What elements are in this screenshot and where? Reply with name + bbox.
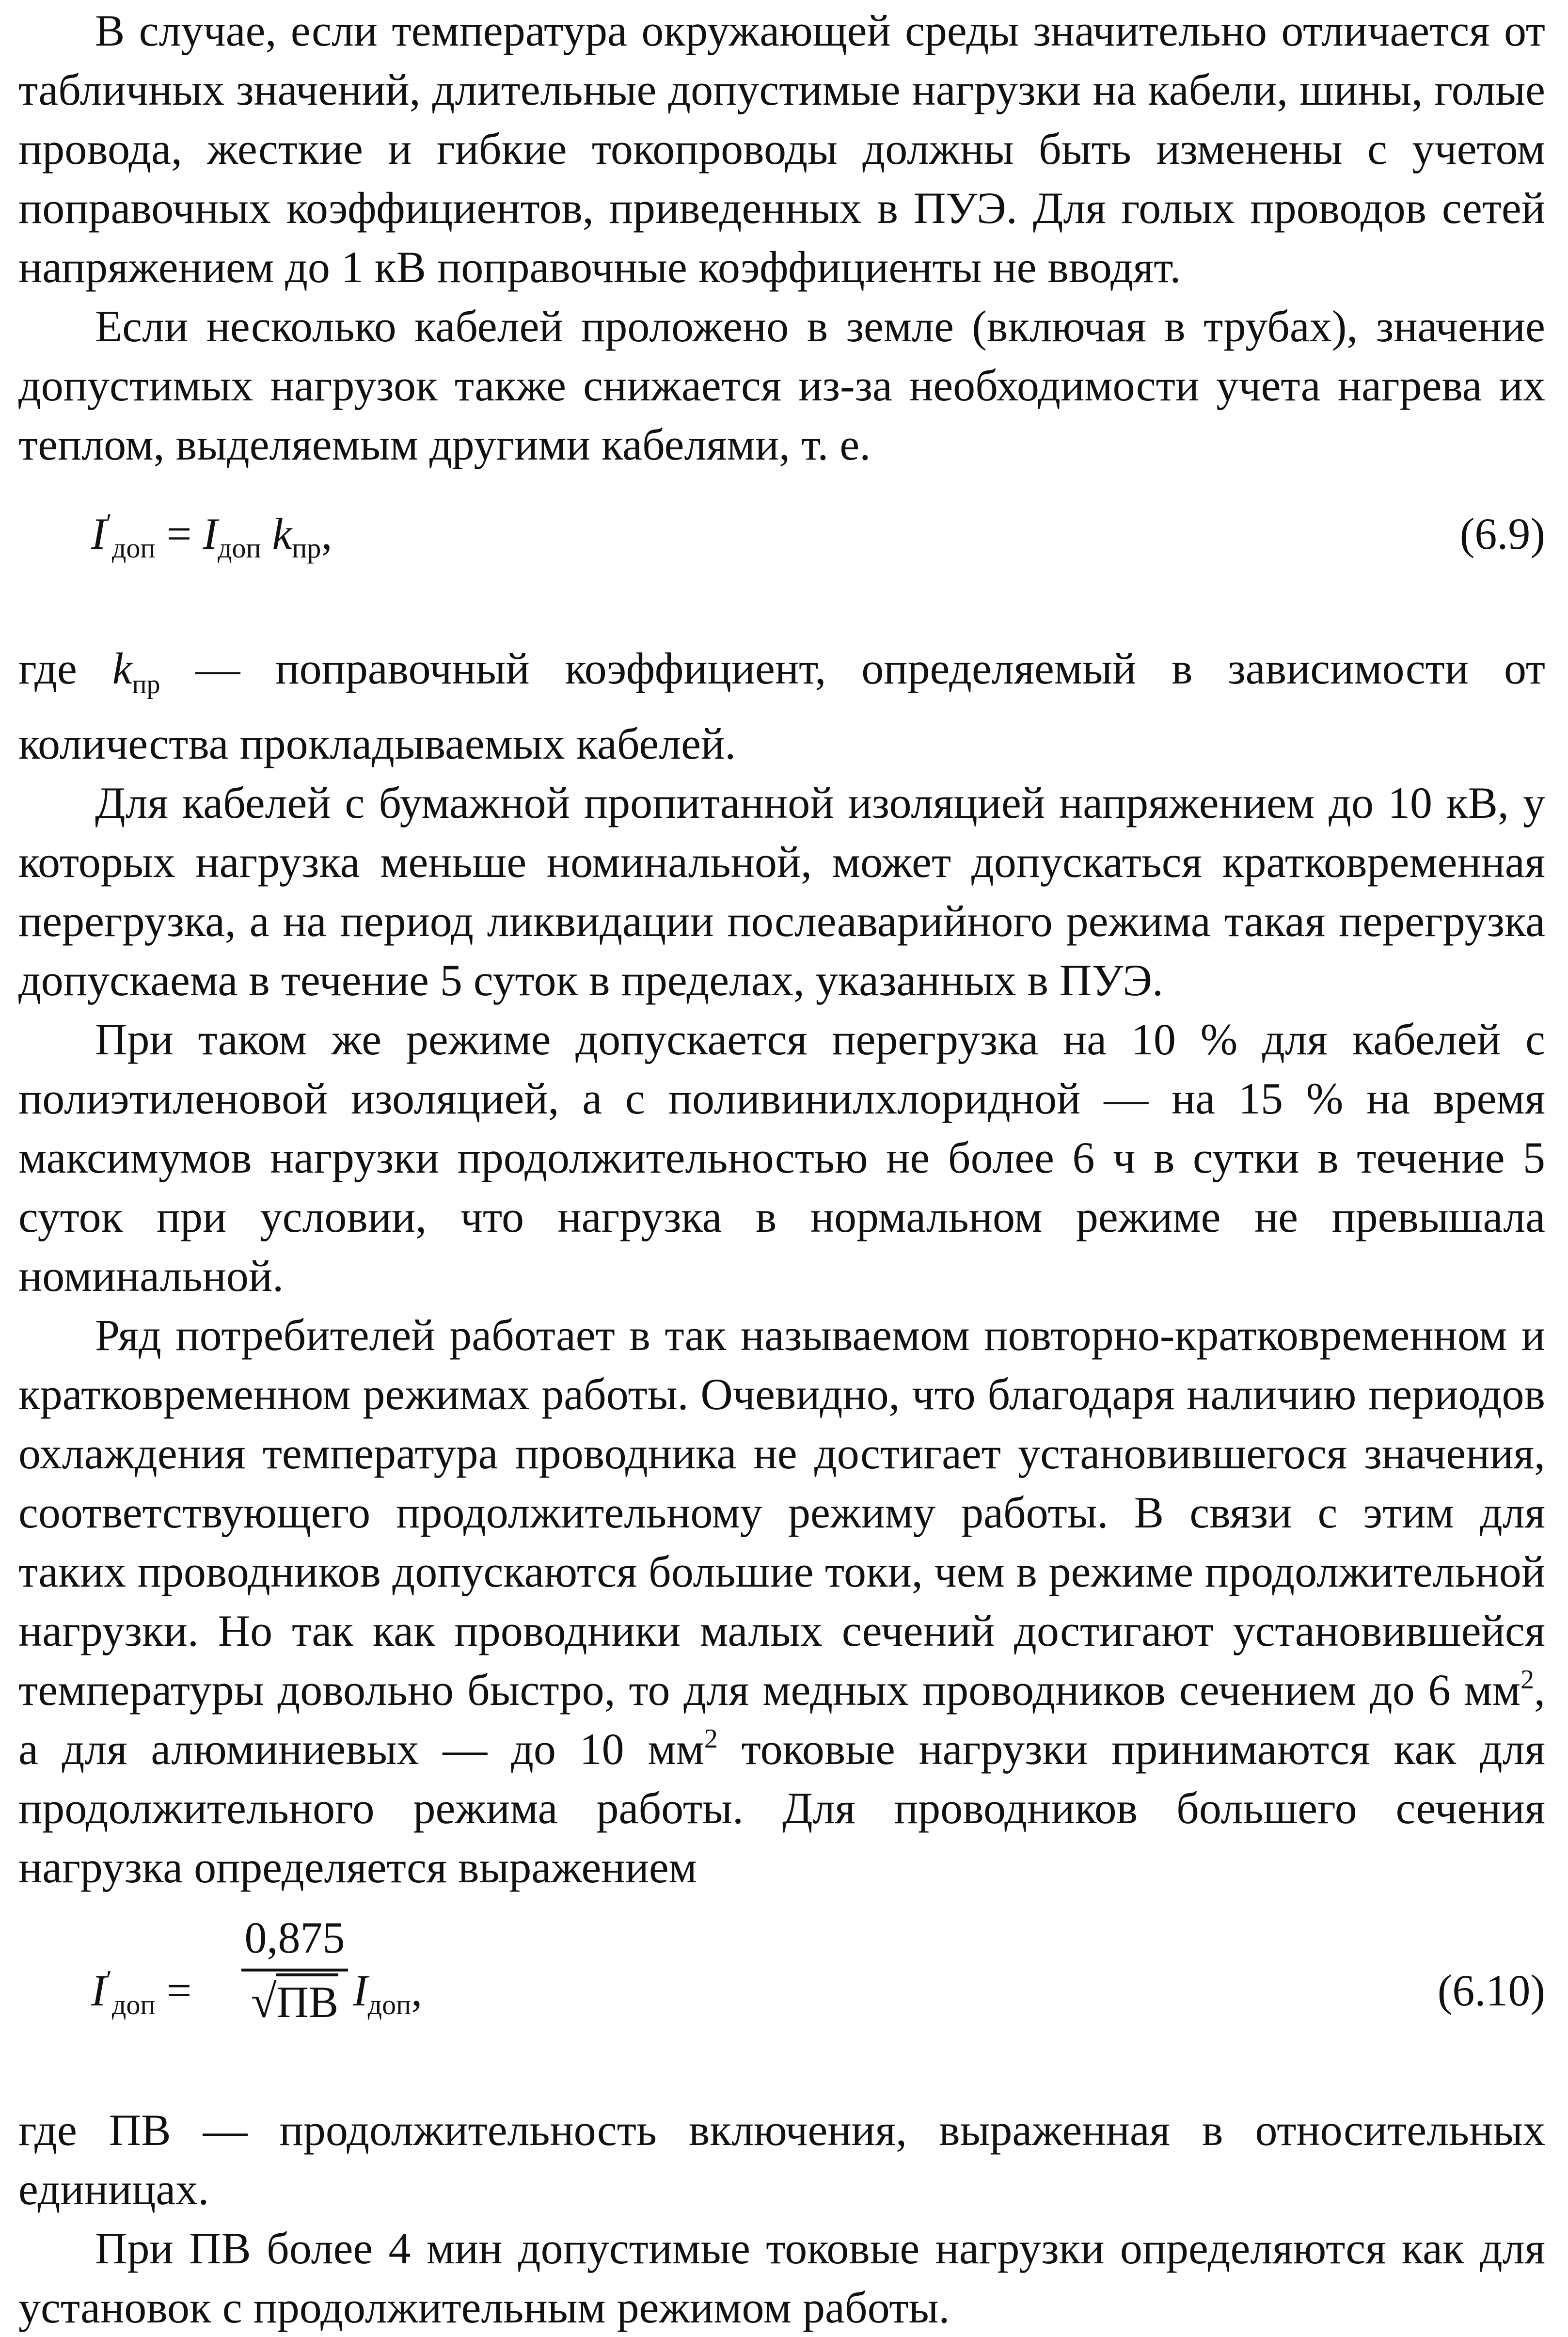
formula-6-10-number: (6.10)	[1437, 1966, 1545, 2015]
paragraph-temperature-correction: В случае, если температура окружающей среды значительно отличается от табличных значений, длительные допустимые нагрузки на кабели, шины, голые провода, жесткие и гибкие токопроводы должны быть изменены с учетом поправочных коэффициентов, приведенных в ПУЭ. Для голых проводов сетей напряжением до 1 кВ поправочные коэффициенты не вводят.	[18, 6, 1545, 292]
formula-6-10-lhs: $I'_{доп}$ =	[91, 1965, 192, 2020]
fraction-denominator: √ПВ	[241, 1974, 348, 2029]
formula-6-10-fraction	[241, 1910, 348, 2029]
fraction-bar	[241, 1969, 348, 1971]
fraction-numerator: 0,875	[244, 1913, 345, 1962]
paragraph-intermittent-mode: Ряд потребителей работает в так называемом повторно-кратковременном и кратковременном режимах работы. Очевидно, что благодаря наличию периодов охлаждения температура проводника не достигает установившегося значения, соответствующего продолжительному режиму работы. В связи с этим для таких проводников допускаются большие токи, чем в режиме продолжительной нагрузки. Но так как проводники малых сечений достигают установившейся температуры довольно быстро, то для медных проводников сечением до 6 $мм^2$, а для алюминиевых — до 10 $мм^2$ токовые нагрузки принимаются как для продолжительного режима работы. Для проводников большего сечения нагрузка определяется выражением	[18, 1310, 1545, 1892]
paragraph-kpr-definition: где $k_{пр}$ — поправочный коэффициент, определяемый в зависимости от количества прокладываемых кабелей.	[18, 644, 1546, 768]
document-page	[18, 0, 1545, 2337]
formula-6-10-rhs: $I_{доп}$,	[353, 1966, 423, 2020]
paragraph-pv-definition: где ПВ — продолжительность включения, выраженная в относительных единицах.	[18, 2105, 1545, 2214]
formula-6-9	[18, 474, 1545, 639]
formula-6-9-number: (6.9)	[1459, 509, 1545, 558]
paragraph-paper-insulation: Для кабелей с бумажной пропитанной изоляцией напряжением до 10 кВ, у которых нагрузка меньше номинальной, может допускаться кратковременная перегрузка, а на период ликвидации послеаварийного режима такая перегрузка допускаема в течение 5 суток в пределах, указанных в ПУЭ.	[18, 778, 1545, 1005]
paragraph-overload-pvc: При таком же режиме допускается перегрузка на 10 % для кабелей с полиэтиленовой изоляцией, а с поливинилхлоридной — на 15 % на время максимумов нагрузки продолжительностью не более 6 ч в сутки в течение 5 суток при условии, что нагрузка в нормальном режиме не превышала номинальной.	[18, 1015, 1545, 1301]
paragraph-multiple-cables: Если несколько кабелей проложено в земле (включая в трубах), значение допустимых нагрузок также снижается из-за необходимости учета нагрева их теплом, выделяемым другими кабелями, т. е.	[18, 302, 1545, 469]
formula-6-9-expression: $I'_{доп} = I_{доп}$ $k_{пр}$,	[91, 509, 333, 564]
formula-6-10	[18, 1897, 1545, 2100]
paragraph-pv-more-than-4-min: При ПВ более 4 мин допустимые токовые нагрузки определяются как для установок с продолжительным режимом работы.	[18, 2224, 1545, 2332]
